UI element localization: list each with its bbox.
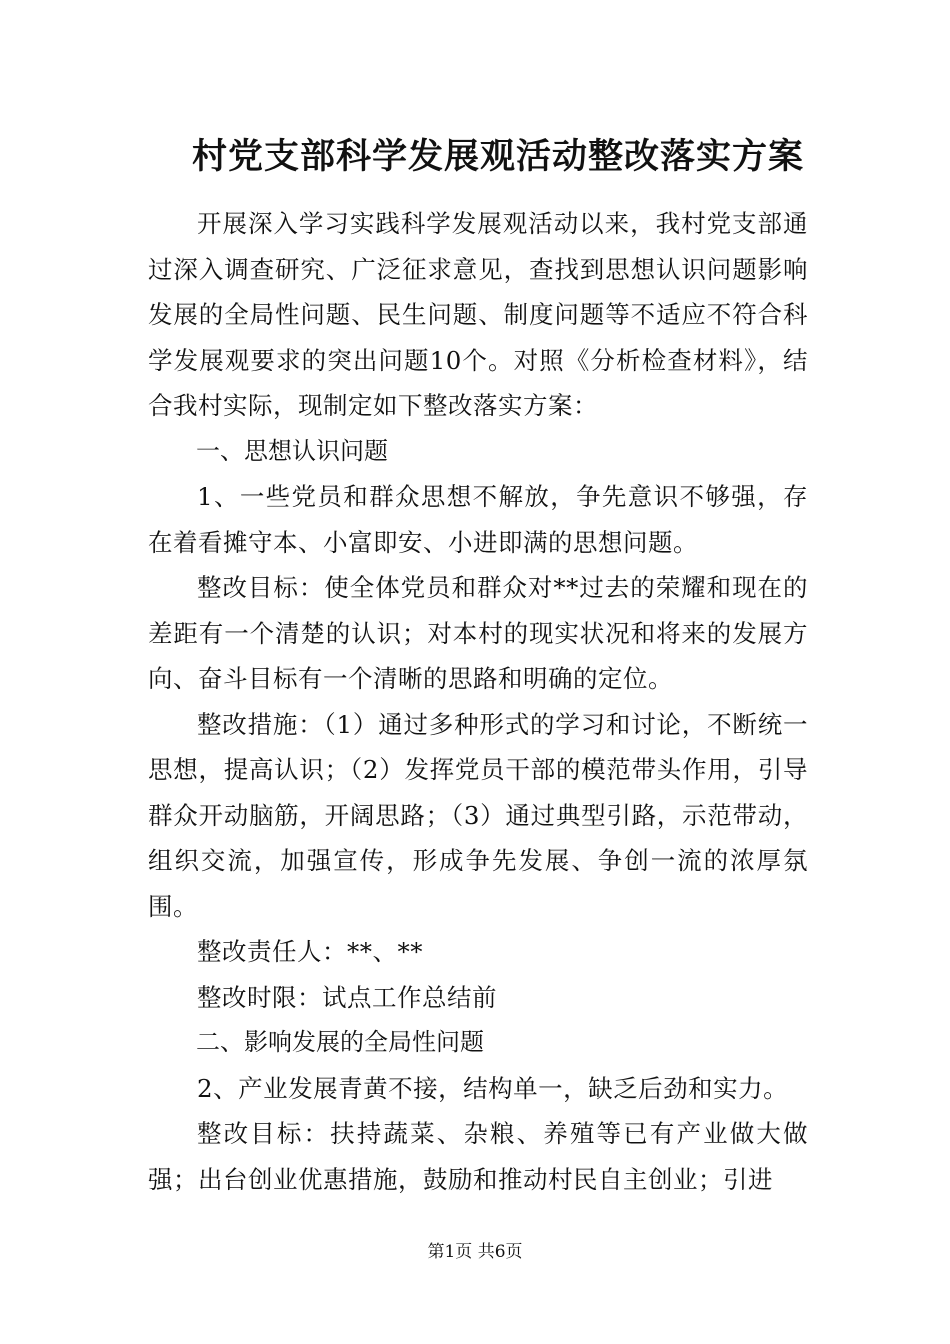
goal-paragraph-2: 整改目标：扶持蔬菜、杂粮、养殖等已有产业做大做强；出台创业优惠措施，鼓励和推动村民自主创业；引进 [148,1119,808,1194]
section-heading-1: 一、思想认识问题 [196,436,388,465]
document-body [148,201,808,1202]
goal-paragraph-1: 整改目标：使全体党员和群众对**过去的荣耀和现在的差距有一个清楚的认识；对本村的现实状况和将来的发展方向、奋斗目标有一个清晰的思路和明确的定位。 [148,573,808,693]
responsible-person-line: 整改责任人：**、** [197,937,423,966]
document-title: 村党支部科学发展观活动整改落实方案 [191,136,804,177]
issue-paragraph-2: 2、产业发展青黄不接，结构单一，缺乏后劲和实力。 [197,1073,789,1103]
issue-paragraph-1: 1、一些党员和群众思想不解放，争先意识不够强，存在着看摊守本、小富即安、小进即满的思想问题。 [148,482,808,557]
intro-paragraph: 开展深入学习实践科学发展观活动以来，我村党支部通过深入调查研究、广泛征求意见，查找到思想认识问题影响发展的全局性问题、民生问题、制度问题等不适应不符合科学发展观要求的突出问题10个。对照《分析检查材料》，结合我村实际，现制定如下整改落实方案： [148,209,808,420]
measures-paragraph-1: 整改措施：（1）通过多种形式的学习和讨论，不断统一思想，提高认识；（2）发挥党员干部的模范带头作用，引导群众开动脑筋，开阔思路；（3）通过典型引路，示范带动，组织交流，加强宣传，形成争先发展、争创一流的浓厚氛围。 [148,709,808,921]
section-heading-2: 二、影响发展的全局性问题 [196,1028,484,1056]
page-footer: 第1页 共6页 [427,1242,523,1262]
deadline-line: 整改时限：试点工作总结前 [197,982,497,1012]
